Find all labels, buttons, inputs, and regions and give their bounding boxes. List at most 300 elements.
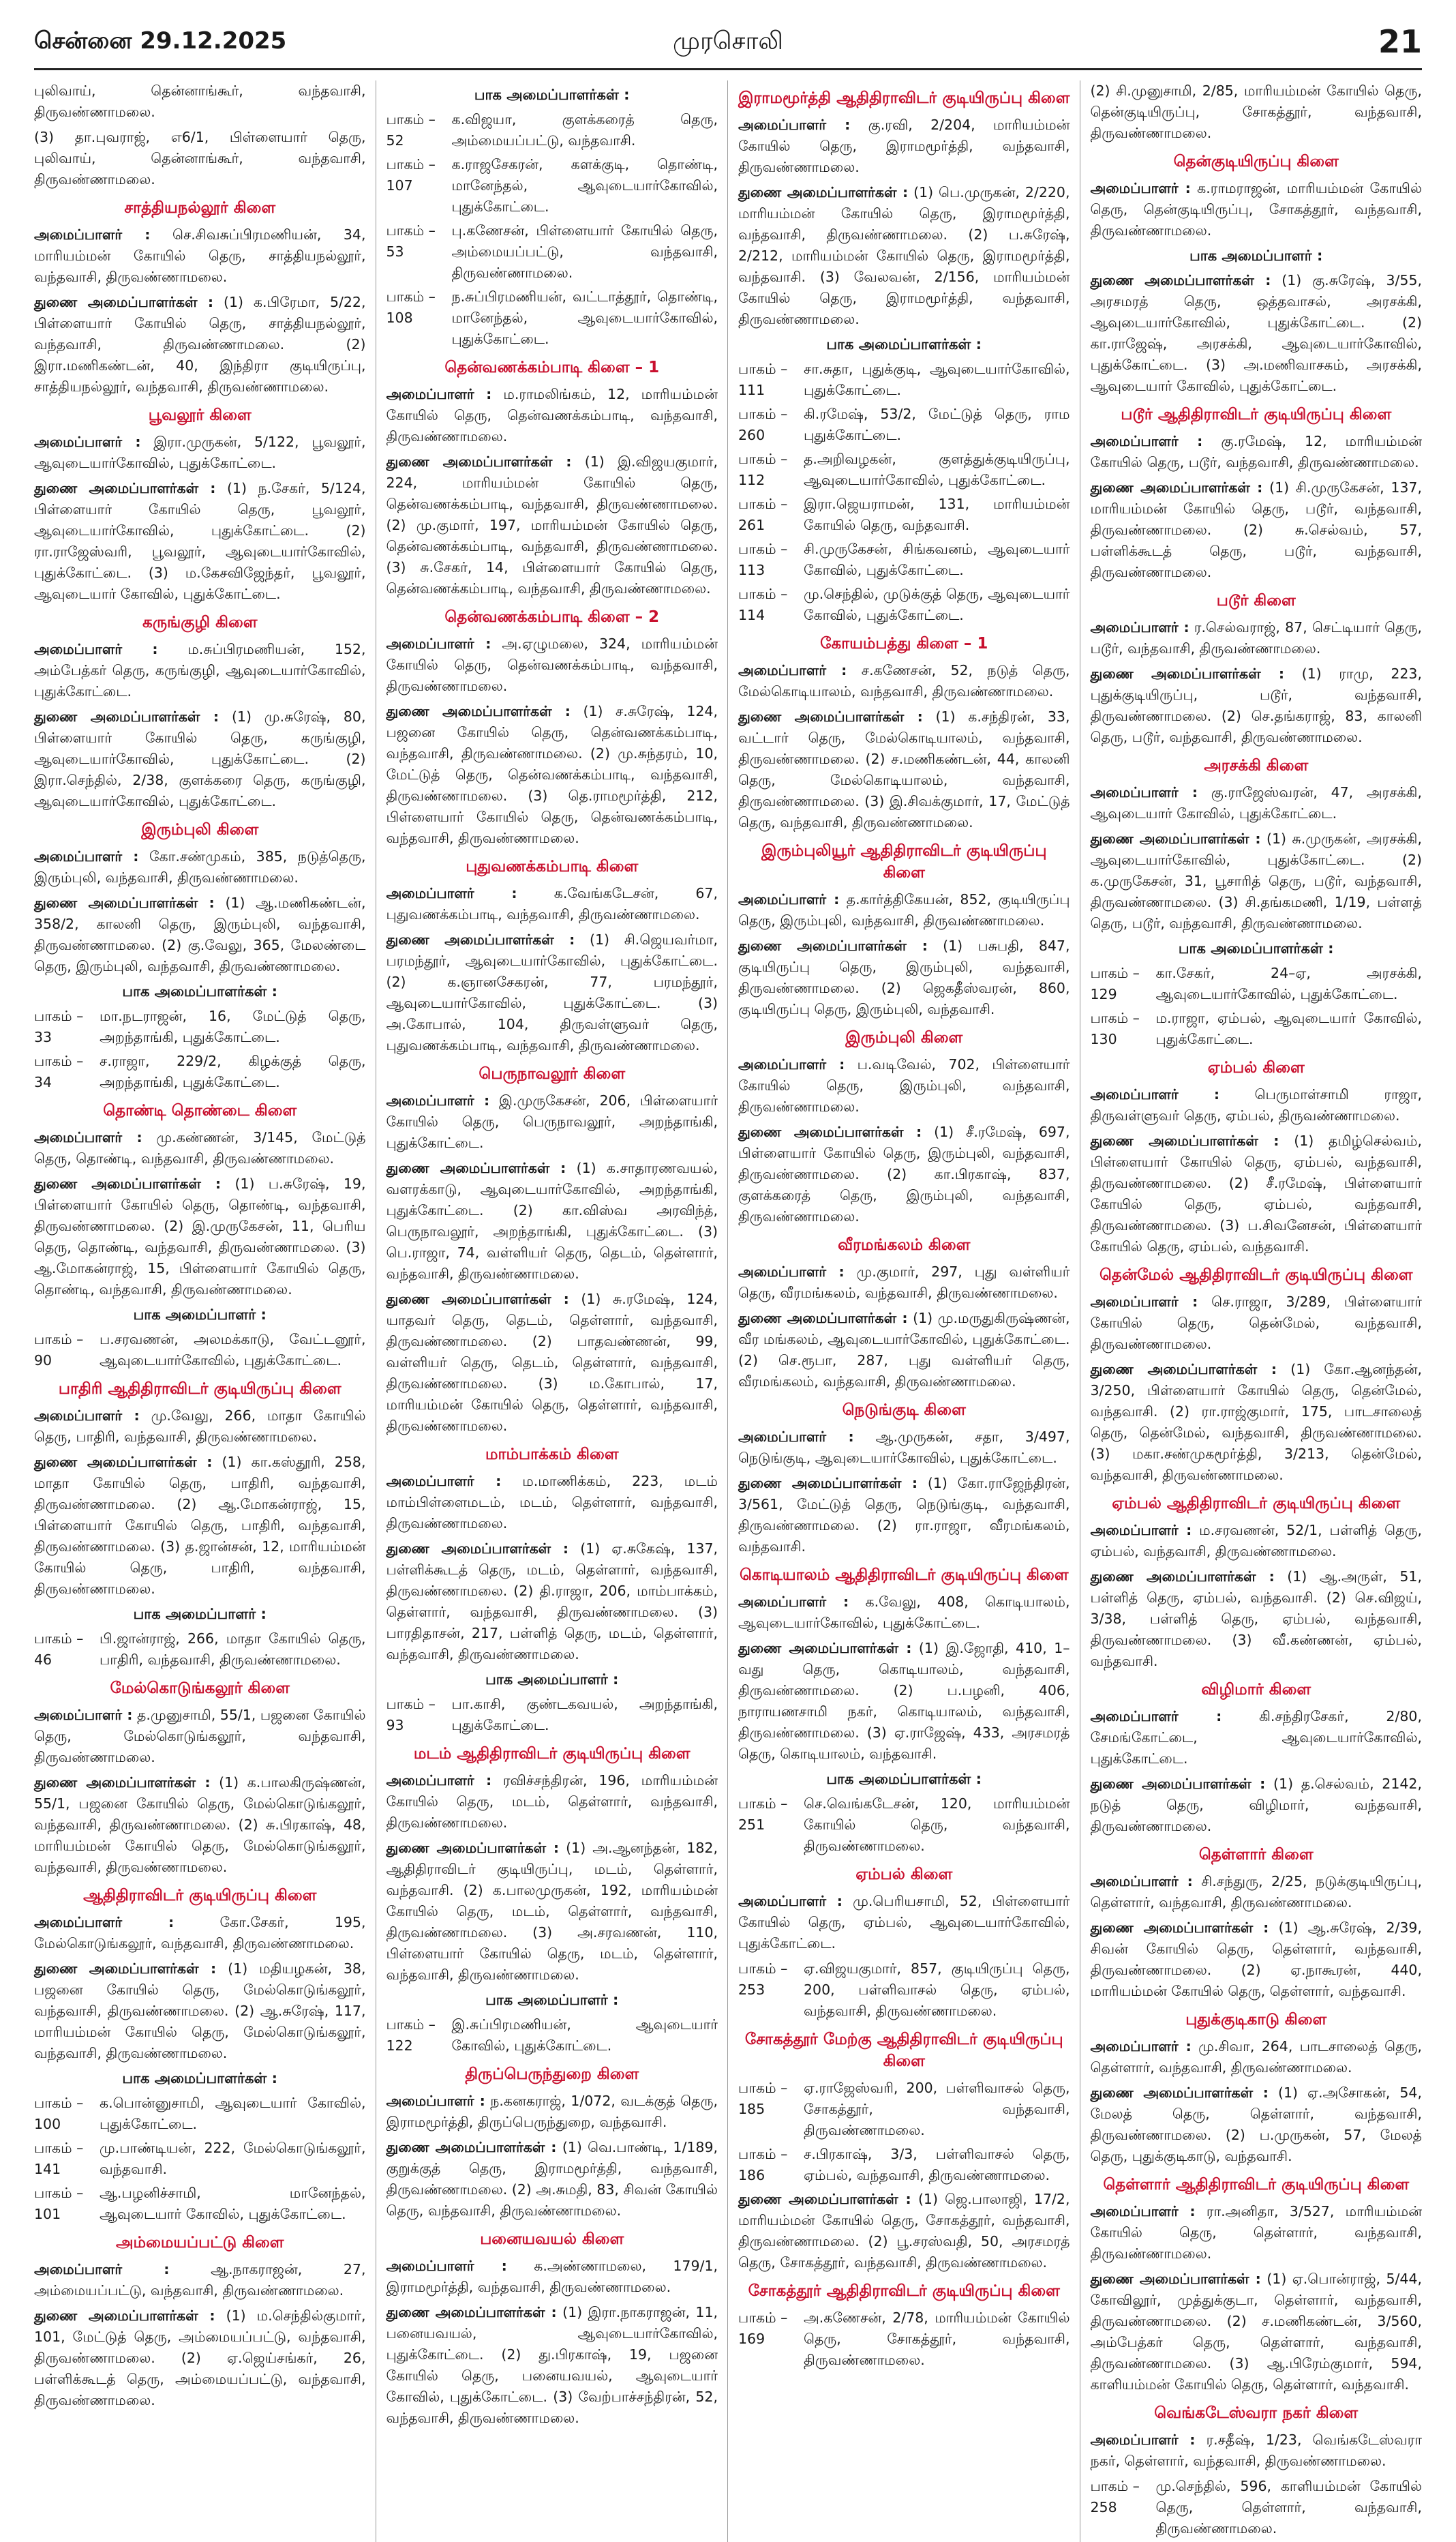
- booth-entry: [738, 404, 1070, 446]
- booth-agent: ச.பிரகாஷ், 3/3, பள்ளிவாசல் தெரு, ஏம்பல், வந்தவாசி, திருவண்ணாமலை.: [804, 2146, 1070, 2183]
- branch-heading: தென்குடியிருப்பு கிளை: [1173, 153, 1339, 170]
- role-label: துணை அமைப்பாளர்கள் :: [34, 480, 216, 496]
- branch-heading: கொடியாலம் ஆதிதிராவிடர் குடியிருப்பு கிளை: [739, 1566, 1069, 1584]
- office-bearer-entry: [1091, 1871, 1423, 1913]
- role-label: அமைப்பாளர் :: [1090, 433, 1203, 449]
- entry-text: (1) வெ.பாண்டி, 1/189, குறுக்குத் தெரு, இராமமூர்த்தி, வந்தவாசி, திருவண்ணாமலை. (2) அ.சுமதி, 83, சிவன் கோயில் தெரு, வந்தவாசி, திருவண்ணாமலை.: [386, 2139, 718, 2219]
- role-label: துணை அமைப்பாளர்கள் :: [386, 1291, 569, 1307]
- entry-text: மு.பெரியசாமி, 52, பிள்ளையார் கோயில் தெரு, ஏம்பல், ஆவுடையார்கோவில், புதுக்கோட்டை.: [738, 1893, 1070, 1952]
- office-bearer-entry: [738, 2189, 1070, 2273]
- role-label: அமைப்பாளர் :: [1090, 2038, 1192, 2054]
- branch-heading: அம்மையப்பட்டு கிளை: [116, 2234, 284, 2252]
- booth-agent: ந.சுப்பிரமணியன், வட்டாத்தூர், தொண்டி, மானேந்தல், ஆவுடையார்கோவில், புதுக்கோட்டை.: [451, 288, 718, 347]
- booth-number: பாகம் – 90: [34, 1331, 84, 1369]
- entry-text: (1) ராமு, 223, புதுக்குடியிருப்பு, படூர், வந்தவாசி, திருவண்ணாமலை. (2) செ.தங்கராஜ், 83, காலனி தெரு, படூர், வந்தவாசி, திருவண்ணாமலை.: [1090, 666, 1422, 745]
- booth-number: பாகம் – 52: [386, 111, 436, 149]
- office-bearer-entry: [1091, 1084, 1423, 1126]
- office-bearer-entry: [34, 2305, 366, 2411]
- branch-heading: சாத்தியநல்லூர் கிளை: [124, 199, 276, 217]
- role-label: துணை அமைப்பாளர்கள் :: [738, 2191, 911, 2207]
- office-bearer-entry: [34, 639, 366, 702]
- role-label: துணை அமைப்பாளர்கள் :: [34, 1176, 222, 1192]
- booth-number: பாகம் – 114: [738, 586, 788, 623]
- role-label: துணை அமைப்பாளர்கள் :: [738, 1640, 912, 1656]
- role-label: துணை அமைப்பாளர்கள் :: [386, 1840, 560, 1856]
- subheading: பாக அமைப்பாளர்கள் :: [826, 336, 982, 353]
- booth-entry: [738, 449, 1070, 491]
- role-label: துணை அமைப்பாளர்கள் :: [1090, 1568, 1275, 1585]
- role-label: அமைப்பாளர் :: [738, 1263, 845, 1280]
- column-3: [738, 80, 1070, 2542]
- newspaper-name: முரசொலி: [673, 27, 783, 55]
- booth-entry: [738, 1958, 1070, 2022]
- entry-text: ப.வடிவேல், 702, பிள்ளையார் கோயில் தெரு, இரும்புலி, வந்தவாசி, திருவண்ணாமலை.: [738, 1056, 1070, 1115]
- branch-heading: தெள்ளார் கிளை: [1198, 1846, 1314, 1864]
- role-label: அமைப்பாளர் :: [386, 1772, 492, 1789]
- booth-number: பாகம் – 251: [738, 1795, 788, 1833]
- role-label: துணை அமைப்பாளர்கள் :: [738, 1475, 918, 1491]
- booth-number: பாகம் – 260: [738, 406, 788, 443]
- office-bearer-entry: [738, 936, 1070, 1020]
- entry-text: (1) சு.முருகன், அரசக்கி, ஆவுடையார்கோவில், புதுக்கோட்டை. (2) க.முருகேசன், 31, பூசாரித் தெரு, படூர், வந்தவாசி, திருவண்ணாமலை. (3) சி.தங்கமணி, 1/19, பள்ளத் தெரு, படூர், வந்தவாசி, திருவண்ணாமலை.: [1090, 831, 1422, 931]
- role-label: துணை அமைப்பாளர்கள் :: [34, 1960, 217, 1977]
- role-label: அமைப்பாளர் :: [738, 1893, 843, 1909]
- office-bearer-entry: [738, 660, 1070, 702]
- subheading: பாக அமைப்பாளர் :: [1189, 248, 1323, 264]
- office-bearer-entry: [738, 1891, 1070, 1954]
- role-label: துணை அமைப்பாளர்கள் :: [386, 931, 575, 948]
- branch-heading: மேல்கொடுங்கலூர் கிளை: [110, 1679, 290, 1697]
- office-bearer-entry: [738, 1426, 1070, 1469]
- office-bearer-entry: [1091, 2036, 1423, 2078]
- entry-text: க.வேங்கடேசன், 67, புதுவணக்கம்பாடி, வந்தவாசி, திருவண்ணாமலை.: [386, 885, 718, 923]
- entry-text: கு.ரமேஷ், 12, மாரியம்மன் கோயில் தெரு, படூர், வந்தவாசி, திருவண்ணாமலை.: [1090, 433, 1422, 470]
- role-label: துணை அமைப்பாளர்கள் :: [1090, 1133, 1279, 1149]
- role-label: அமைப்பாளர் :: [34, 1707, 133, 1723]
- booth-agent: மா.நடராஜன், 16, மேட்டுத் தெரு, அறந்தாங்கி, புதுக்கோட்டை.: [100, 1008, 366, 1045]
- entry-text: (1) கோ.ராஜேந்திரன், 3/561, மேட்டுத் தெரு, நெடுங்குடி, வந்தவாசி, திருவண்ணாமலை. (2) ரா.ராஜா, வீரமங்கலம், வந்தவாசி.: [738, 1475, 1070, 1555]
- office-bearer-entry: [386, 1158, 718, 1285]
- role-label: அமைப்பாளர் :: [34, 1914, 175, 1930]
- booth-agent: மு.செந்தில், 596, காளியம்மன் கோயில் தெரு, தெள்ளார், வந்தவாசி, திருவண்ணாமலை.: [1155, 2478, 1422, 2537]
- office-bearer-entry: [34, 1958, 366, 2064]
- office-bearer-entry: [386, 2137, 718, 2222]
- booth-agent: அ.கணேசன், 2/78, மாரியம்மன் கோயில் தெரு, சோகத்தூர், வந்தவாசி, திருவண்ணாமலை.: [804, 2309, 1070, 2368]
- office-bearer-entry: [386, 1838, 718, 1986]
- booth-entry: [34, 2183, 366, 2225]
- booth-entry: [386, 154, 718, 218]
- booth-entry: [386, 109, 718, 151]
- booth-number: பாகம் – 253: [738, 1960, 788, 1998]
- office-bearer-entry: [738, 1473, 1070, 1557]
- booth-number: பாகம் – 33: [34, 1008, 84, 1045]
- entry-text: பெருமாள்சாமி ராஜா, திருவள்ளுவர் தெரு, ஏம்பல், திருவண்ணாமலை.: [1090, 1086, 1422, 1124]
- booth-agent: மு.பாண்டியன், 222, மேல்கொடுங்கலூர், வந்தவாசி.: [100, 2140, 366, 2177]
- entry-text: சி.சந்துரு, 2/25, நடுக்குடியிருப்பு, தெள்ளார், வந்தவாசி, திருவண்ணாமலை.: [1090, 1873, 1422, 1911]
- booth-number: பாகம் – 113: [738, 541, 788, 578]
- entry-text: (1) இரா.நாகராஜன், 11, பனையவயல், ஆவுடையார்கோவில், புதுக்கோட்டை. (2) து.பிரகாஷ், 19, பஜனை கோயில் தெரு, பனையவயல், ஆவுடையார் கோவில், புதுக்கோட்டை. (3) வேற்பாச்சந்திரன், 52, வந்தவாசி, திருவண்ணாமலை.: [386, 2304, 718, 2426]
- booth-entry: [34, 1051, 366, 1093]
- entry-text: ர.சதீஷ், 1/23, வெங்கடேஸ்வரா நகர், தெள்ளார், வந்தவாசி, திருவண்ணாமலை.: [1090, 2432, 1422, 2469]
- office-bearer-entry: [1091, 617, 1423, 659]
- role-label: துணை அமைப்பாளர்கள் :: [34, 2307, 215, 2324]
- office-bearer-entry: [386, 2256, 718, 2298]
- role-label: துணை அமைப்பாளர்கள் :: [386, 453, 572, 470]
- entry-text: (1) ஏ.அசோகன், 54, மேலத் தெரு, தெள்ளார், வந்தவாசி, திருவண்ணாமலை. (2) ப.முருகன், 57, மேலத் தெரு, புதுக்குடிகாடு, வந்தவாசி.: [1090, 2084, 1422, 2164]
- office-bearer-entry: [34, 292, 366, 398]
- masthead: [34, 23, 1422, 70]
- booth-agent: செ.வெங்கடேசன், 120, மாரியம்மன் கோயில் தெரு, வந்தவாசி, திருவண்ணாமலை.: [804, 1795, 1070, 1854]
- branch-heading: தென்மேல் ஆதிதிராவிடர் குடியிருப்பு கிளை: [1099, 1266, 1413, 1284]
- branch-heading: சோகத்தூர் மேற்கு ஆதிதிராவிடர் குடியிருப்பு கிளை: [744, 2031, 1063, 2070]
- entry-text: கோ.சண்முகம், 385, நடுத்தெரு, இரும்புலி, வந்தவாசி, திருவண்ணாமலை.: [34, 848, 366, 886]
- booth-entry: [34, 2138, 366, 2180]
- booth-entry: [738, 2307, 1070, 2371]
- role-label: அமைப்பாளர் :: [1090, 2432, 1196, 2448]
- branch-heading: பூவலூர் கிளை: [148, 406, 252, 424]
- office-bearer-entry: [34, 1173, 366, 1300]
- column-1: [34, 80, 366, 2542]
- entry-text: கோ.சேகர், 195, மேல்கொடுங்கலூர், வந்தவாசி, திருவண்ணாமலை.: [34, 1914, 366, 1952]
- office-bearer-entry: [386, 883, 718, 925]
- office-bearer-entry: [1091, 1566, 1423, 1672]
- entry-text: (1) க.பாலகிருஷ்ணன், 55/1, பஜனை கோயில் தெரு, மேல்கொடுங்கலூர், வந்தவாசி, திருவண்ணாமலை. (2) சு.பிரகாஷ், 48, மாரியம்மன் கோயில் தெரு, மேல்கொடுங்கலூர், வந்தவாசி, திருவண்ணாமலை.: [34, 1774, 366, 1875]
- office-bearer-entry: [34, 1705, 366, 1768]
- office-bearer-entry: [1091, 2082, 1423, 2167]
- booth-agent: ஏ.ராஜேஸ்வரி, 200, பள்ளிவாசல் தெரு, சோகத்தூர், வந்தவாசி, திருவண்ணாமலை.: [804, 2080, 1070, 2138]
- booth-entry: [386, 220, 718, 284]
- entry-text: இ.முருகேசன், 206, பிள்ளையார் கோயில் தெரு, பெருநாவலூர், அறந்தாங்கி, புதுக்கோட்டை.: [386, 1092, 718, 1151]
- booth-agent: சா.சுதா, புதுக்குடி, ஆவுடையார்கோவில், புதுக்கோட்டை.: [804, 361, 1070, 398]
- role-label: அமைப்பாளர் :: [386, 1473, 502, 1489]
- entry-text: ர.செல்வராஜ், 87, செட்டியார் தெரு, படூர், வந்தவாசி, திருவண்ணாமலை.: [1090, 619, 1422, 657]
- role-label: அமைப்பாளர் :: [1090, 1522, 1192, 1538]
- subheading: பாக அமைப்பாளர்கள் :: [122, 983, 278, 1000]
- office-bearer-entry: [1091, 2269, 1423, 2395]
- paragraph: [34, 127, 366, 190]
- office-bearer-entry: [386, 1538, 718, 1665]
- booth-agent: ச.ராஜா, 229/2, கிழக்குத் தெரு, அறந்தாங்கி, புதுக்கோட்டை.: [100, 1053, 366, 1090]
- booth-number: பாகம் – 185: [738, 2080, 788, 2117]
- booth-agent: ஏ.விஜயகுமார், 857, குடியிருப்பு தெரு, 200, பள்ளிவாசல் தெரு, ஏம்பல், வந்தவாசி, திருவண்ணாமலை.: [804, 1960, 1070, 2019]
- role-label: துணை அமைப்பாளர்கள் :: [34, 1774, 211, 1791]
- office-bearer-entry: [1091, 663, 1423, 748]
- booth-agent: ஆ.பழனிச்சாமி, மானேந்தல், ஆவுடையார் கோவில், புதுக்கோட்டை.: [100, 2185, 366, 2222]
- branch-heading: மடம் ஆதிதிராவிடர் குடியிருப்பு கிளை: [413, 1745, 691, 1763]
- booth-number: பாகம் – 93: [386, 1696, 436, 1733]
- office-bearer-entry: [34, 706, 366, 812]
- office-bearer-entry: [1091, 1774, 1423, 1837]
- role-label: அமைப்பாளர் :: [34, 641, 158, 657]
- role-label: துணை அமைப்பாளர்கள் :: [386, 1160, 566, 1176]
- entry-text: செ.சிவசுப்பிரமணியன், 34, மாரியம்மன் கோயில் தெரு, சாத்தியநல்லூர், வந்தவாசி, திருவண்ணாமலை.: [34, 226, 366, 285]
- office-bearer-entry: [34, 893, 366, 977]
- branch-heading: பெருநாவலூர் கிளை: [479, 1065, 626, 1083]
- entry-text: (1) மதியழகன், 38, பஜனை கோயில் தெரு, மேல்கொடுங்கலூர், வந்தவாசி, திருவண்ணாமலை. (2) ஆ.சுரேஷ், 117, மாரியம்மன் கோயில் தெரு, மேல்கொடுங்கலூர், வந்தவாசி, திருவண்ணாமலை.: [34, 1960, 366, 2061]
- branch-heading: மாம்பாக்கம் கிளை: [485, 1446, 619, 1463]
- entry-text: (1) மு.சுரேஷ், 80, பிள்ளையார் கோயில் தெரு, கருங்குழி, ஆவுடையார்கோவில், புதுக்கோட்டை. (2) இரா.செந்தில், 2/38, குளக்கரை தெரு, கருங்குழி, ஆவுடையார்கோவில், புதுக்கோட்டை.: [34, 708, 366, 809]
- entry-text: ஆ.நாகராஜன், 27, அம்மையப்பட்டு, வந்தவாசி, திருவண்ணாமலை.: [34, 2261, 366, 2299]
- role-label: அமைப்பாளர் :: [1090, 619, 1189, 636]
- booth-agent: கா.சேகர், 24–ஏ, அரசக்கி, ஆவுடையார்கோவில், புதுக்கோட்டை.: [1155, 965, 1422, 1002]
- entry-text: ஆ.முருகன், சதா, 3/497, நெடுங்குடி, ஆவுடையார்கோவில், புதுக்கோட்டை.: [738, 1429, 1070, 1466]
- branch-heading: ஏம்பல் கிளை: [855, 1866, 953, 1883]
- booth-agent: இ.சுப்பிரமணியன், ஆவுடையார் கோவில், புதுக்கோட்டை.: [451, 2016, 718, 2054]
- branch-heading: ஆதிதிராவிடர் குடியிருப்பு கிளை: [83, 1887, 317, 1904]
- entry-text: இரா.முருகன், 5/122, பூவலூர், ஆவுடையார்கோவில், புதுக்கோட்டை.: [34, 434, 366, 471]
- booth-number: பாகம் – 112: [738, 451, 788, 488]
- entry-text: (3) தா.புவராஜ், எ6/1, பிள்ளையார் தெரு, புலிவாய், தென்னாங்கூர், வந்தவாசி, திருவண்ணாமலை.: [34, 129, 366, 188]
- branch-heading: வெங்கடேஸ்வரா நகர் கிளை: [1154, 2404, 1359, 2422]
- booth-number: பாகம் – 141: [34, 2140, 84, 2177]
- office-bearer-entry: [1091, 2201, 1423, 2264]
- entry-text: (1) இ.ஜோதி, 410, 1–வது தெரு, கொடியாலம், வந்தவாசி, திருவண்ணாமலை. (2) ப.பழனி, 406, நாராயணசாமி நகர், கொடியாலம், வந்தவாசி, திருவண்ணாமலை. (3) ஏ.ராஜேஷ், 433, அரசமரத் தெரு, கொடியாலம், வந்தவாசி.: [738, 1640, 1070, 1762]
- entry-text: (1) சி.ஜெயவர்மா, பரமந்தூர், ஆவுடையார்கோவில், புதுக்கோட்டை. (2) க.ஞானசேகரன், 77, பரமந்தூர், ஆவுடையார்கோவில், புதுக்கோட்டை. (3) அ.கோபால், 104, திருவள்ளுவர் தெரு, புதுவணக்கம்பாடி, வந்தவாசி, திருவண்ணாமலை.: [386, 931, 718, 1053]
- role-label: அமைப்பாளர் :: [738, 1429, 854, 1445]
- role-label: துணை அமைப்பாளர்கள் :: [1090, 666, 1285, 682]
- booth-entry: [386, 286, 718, 350]
- role-label: துணை அமைப்பாளர்கள் :: [738, 184, 909, 200]
- role-label: அமைப்பாளர் :: [34, 434, 141, 450]
- branch-heading: புதுவணக்கம்பாடி கிளை: [466, 858, 639, 876]
- subheading: பாக அமைப்பாளர்கள் :: [122, 2070, 278, 2087]
- role-label: துணை அமைப்பாளர்கள் :: [34, 708, 219, 725]
- office-bearer-entry: [738, 706, 1070, 833]
- entry-text: (1) ஆ.சுரேஷ், 2/39, சிவன் கோயில் தெரு, தெள்ளார், வந்தவாசி, திருவண்ணாமலை. (2) ஏ.நாகூரன், 440, மாரியம்மன் கோயில் தெரு, தெள்ளார், வந்தவாசி.: [1090, 1919, 1422, 1999]
- entry-text: (1) மு.மருதுகிருஷ்ணன், வீர மங்கலம், ஆவுடையார்கோவில், புதுக்கோட்டை. (2) செ.ரூபா, 287, புது வள்ளியர் தெரு, வீரமங்கலம், வந்தவாசி, திருவண்ணாமலை.: [738, 1310, 1070, 1390]
- role-label: துணை அமைப்பாளர்கள் :: [738, 708, 923, 725]
- branch-heading: பாதிரி ஆதிதிராவிடர் குடியிருப்பு கிளை: [58, 1380, 342, 1398]
- entry-text: ச.கணேசன், 52, நடுத் தெரு, மேல்கொடியாலம், வந்தவாசி, திருவண்ணாமலை.: [738, 662, 1070, 700]
- branch-heading: தென்வணக்கம்பாடி கிளை – 2: [444, 608, 660, 626]
- branch-heading: தெள்ளார் ஆதிதிராவிடர் குடியிருப்பு கிளை: [1103, 2176, 1410, 2194]
- office-bearer-entry: [34, 1772, 366, 1878]
- office-bearer-entry: [1091, 1520, 1423, 1562]
- booth-number: பாகம் – 261: [738, 496, 788, 533]
- booth-entry: [738, 539, 1070, 581]
- office-bearer-entry: [1091, 1359, 1423, 1486]
- office-bearer-entry: [738, 1308, 1070, 1392]
- office-bearer-entry: [386, 929, 718, 1056]
- office-bearer-entry: [1091, 431, 1423, 473]
- role-label: அமைப்பாளர் :: [386, 636, 491, 652]
- role-label: அமைப்பாளர் :: [386, 2093, 485, 2109]
- booth-number: பாகம் – 108: [386, 288, 436, 326]
- booth-agent: க.விஜயா, குளக்கரைத் தெரு, அம்மையப்பட்டு, வந்தவாசி.: [451, 111, 718, 149]
- office-bearer-entry: [34, 1127, 366, 1169]
- entry-text: க.வேலு, 408, கொடியாலம், ஆவுடையார்கோவில், புதுக்கோட்டை.: [738, 1594, 1070, 1631]
- office-bearer-entry: [1091, 2429, 1423, 2472]
- office-bearer-entry: [34, 478, 366, 605]
- entry-text: (1) அ.ஆனந்தன், 182, ஆதிதிராவிடர் குடியிருப்பு, மடம், தெள்ளார், வந்தவாசி. (2) க.பாலமுருகன், 192, மாரியம்மன் கோயில் தெரு, மடம், தெள்ளார், வந்தவாசி, திருவண்ணாமலை. (3) அ.சரவணன், 110, பிள்ளையார் கோயில் தெரு, மடம், தெள்ளார், வந்தவாசி, திருவண்ணாமலை.: [386, 1840, 718, 1983]
- office-bearer-entry: [34, 432, 366, 474]
- office-bearer-entry: [1091, 477, 1423, 583]
- entry-text: கு.ராஜேஸ்வரன், 47, அரசக்கி, ஆவுடையார் கோவில், புதுக்கோட்டை.: [1090, 784, 1422, 822]
- entry-text: ம.மாணிக்கம், 223, மடம் மாம்பிள்ளைமடம், மடம், தெள்ளார், வந்தவாசி, திருவண்ணாமலை.: [386, 1473, 718, 1531]
- branch-heading: நெடுங்குடி கிளை: [842, 1401, 966, 1419]
- entry-text: (1) ம.செந்தில்குமார், 101, மேட்டுத் தெரு, அம்மையப்பட்டு, வந்தவாசி, திருவண்ணாமலை. (2) ஏ.ஜெய்சங்கர், 26, பள்ளிக்கூடத் தெரு, அம்மையப்பட்டு, வந்தவாசி, திருவண்ணாமலை.: [34, 2307, 366, 2408]
- role-label: அமைப்பாளர் :: [386, 386, 492, 402]
- booth-agent: பி.ஜான்ராஜ், 266, மாதா கோயில் தெரு, பாதிரி, வந்தவாசி, திருவண்ணாமலை.: [100, 1630, 366, 1668]
- role-label: துணை அமைப்பாளர்கள் :: [738, 1124, 922, 1140]
- office-bearer-entry: [738, 1054, 1070, 1118]
- entry-text: (2) சி.முனுசாமி, 2/85, மாரியம்மன் கோயில் தெரு, தென்குடியிருப்பு, சோகத்தூர், வந்தவாசி, திருவண்ணாமலை.: [1090, 83, 1422, 141]
- branch-heading: சோகத்தூர் ஆதிதிராவிடர் குடியிருப்பு கிளை: [748, 2282, 1060, 2300]
- role-label: துணை அமைப்பாளர்கள் :: [1090, 2084, 1269, 2101]
- office-bearer-entry: [1091, 1131, 1423, 1257]
- office-bearer-entry: [34, 2259, 366, 2301]
- office-bearer-entry: [386, 451, 718, 599]
- entry-text: (1) ஆ.மணிகண்டன், 358/2, காலனி தெரு, இரும்புலி, வந்தவாசி, திருவண்ணாமலை. (2) கு.வேலு, 365, மேலண்டை தெரு, இரும்புலி, வந்தவாசி, திருவண்ணாமலை.: [34, 895, 366, 974]
- role-label: அமைப்பாளர் :: [386, 2258, 507, 2274]
- booth-entry: [1091, 963, 1423, 1005]
- office-bearer-entry: [1091, 828, 1423, 934]
- entry-text: (1) த.செல்வம், 2142, நடுத் தெரு, விழிமார், வந்தவாசி, திருவண்ணாமலை.: [1090, 1776, 1422, 1834]
- booth-agent: பு.கணேசன், பிள்ளையார் கோயில் தெரு, அம்மையப்பட்டு, வந்தவாசி, திருவண்ணாமலை.: [451, 222, 718, 281]
- role-label: அமைப்பாளர் :: [738, 891, 840, 908]
- booth-agent: பா.காசி, குண்டகவயல், அறந்தாங்கி, புதுக்கோட்டை.: [451, 1696, 718, 1733]
- column-2: [386, 80, 718, 2542]
- entry-text: (1) சி.முருகேசன், 137, மாரியம்மன் கோயில் தெரு, படூர், வந்தவாசி, திருவண்ணாமலை. (2) சு.செல்வம், 57, பள்ளிக்கூடத் தெரு, படூர், வந்தவாசி, திருவண்ணாமலை.: [1090, 479, 1422, 580]
- role-label: அமைப்பாளர் :: [1090, 1086, 1220, 1103]
- role-label: துணை அமைப்பாளர்கள் :: [386, 1540, 569, 1557]
- office-bearer-entry: [1091, 178, 1423, 241]
- office-bearer-entry: [386, 1471, 718, 1534]
- entry-text: (1) கா.கஸ்தூரி, 258, மாதா கோயில் தெரு, பாதிரி, வந்தவாசி, திருவண்ணாமலை. (2) ஆ.மோகன்ராஜ், 15, பிள்ளையார் கோயில் தெரு, பாதிரி, வந்தவாசி, திருவண்ணாமலை. (3) த.ஜான்சன், 12, மாரியம்மன் கோயில் தெரு, பாதிரி, வந்தவாசி, திருவண்ணாமலை.: [34, 1454, 366, 1597]
- role-label: அமைப்பாளர் :: [738, 1594, 849, 1610]
- branch-heading: வீரமங்கலம் கிளை: [838, 1236, 971, 1254]
- entry-text: (1) க.பிரேமா, 5/22, பிள்ளையார் கோயில் தெரு, சாத்தியநல்லூர், வந்தவாசி, திருவண்ணாமலை. (2) இரா.மணிகண்டன், 40, இந்திரா குடியிருப்பு, சாத்தியநல்லூர், வந்தவாசி, திருவண்ணாமலை.: [34, 294, 366, 395]
- role-label: அமைப்பாளர் :: [34, 2261, 170, 2277]
- booth-number: பாகம் – 258: [1090, 2478, 1140, 2515]
- branch-heading: படூர் ஆதிதிராவிடர் குடியிருப்பு கிளை: [1121, 406, 1392, 423]
- entry-text: (1) கோ.ஆனந்தன், 3/250, பிள்ளையார் கோயில் தெரு, தென்மேல், வந்தவாசி. (2) ரா.ராஜ்குமார், 175, பாடசாலைத் தெரு, தென்மேல், வந்தவாசி, திருவண்ணாமலை. (3) மகா.சண்முகமூர்த்தி, 3/213, தென்மேல், வந்தவாசி, திருவண்ணாமலை.: [1090, 1361, 1422, 1483]
- office-bearer-entry: [738, 1122, 1070, 1227]
- office-bearer-entry: [1091, 1291, 1423, 1355]
- role-label: அமைப்பாளர் :: [1090, 1708, 1222, 1724]
- role-label: அமைப்பாளர் :: [738, 662, 847, 678]
- booth-number: பாகம் – 186: [738, 2146, 788, 2183]
- entry-text: (1) ப.சுரேஷ், 19, பிள்ளையார் கோயில் தெரு, தொண்டி, வந்தவாசி, திருவண்ணாமலை. (2) இ.முருகேசன், 11, பெரிய தெரு, தொண்டி, வந்தவாசி, திருவண்ணாமலை. (3) ஆ.மோகன்ராஜ், 15, பிள்ளையார் கோயில் தெரு, தொண்டி, வந்தவாசி, திருவண்ணாமலை.: [34, 1176, 366, 1298]
- branch-heading: அரசக்கி கிளை: [1204, 757, 1309, 775]
- booth-number: பாகம் – 129: [1090, 965, 1140, 1002]
- entry-text: (1) ஜெ.பாலாஜி, 17/2, மாரியம்மன் கோயில் தெரு, சோகத்தூர், வந்தவாசி, திருவண்ணாமலை. (2) பூ.சரஸ்வதி, 50, அரசமரத் தெரு, சோகத்தூர், வந்தவாசி, திருவண்ணாமலை.: [738, 2191, 1070, 2271]
- entry-text: (1) கு.சுரேஷ், 3/55, அரசமரத் தெரு, ஒத்தவாசல், அரசக்கி, ஆவுடையார்கோவில், புதுக்கோட்டை. (2) கா.ராஜேஷ், அரசக்கி, ஆவுடையார்கோவில், புதுக்கோட்டை. (3) அ.மணிவாசகம், அரசக்கி, ஆவுடையார் கோவில், புதுக்கோட்டை.: [1090, 272, 1422, 394]
- office-bearer-entry: [738, 889, 1070, 931]
- entry-text: (1) பெ.முருகன், 2/220, மாரியம்மன் கோயில் தெரு, இராமமூர்த்தி, வந்தவாசி, திருவண்ணாமலை. (2) ப.சுரேஷ், 2/212, மாரியம்மன் கோயில் தெரு, இராமமூர்த்தி, வந்தவாசி. (3) வேலவன், 2/156, மாரியம்மன் கோயில் தெரு, இராமமூர்த்தி, வந்தவாசி, திருவண்ணாமலை.: [738, 184, 1070, 327]
- branch-heading: கருங்குழி கிளை: [142, 614, 258, 631]
- entry-text: (1) க.சந்திரன், 33, வட்டார் தெரு, மேல்கொடியாலம், வந்தவாசி, திருவண்ணாமலை. (2) ச.மணிகண்டன், 44, காலனி தெரு, மேல்கொடியாலம், வந்தவாசி, திருவண்ணாமலை. (3) இ.சிவக்குமார், 17, மேட்டுத் தெரு, வந்தவாசி, திருவண்ணாமலை.: [738, 708, 1070, 831]
- page-number: 21: [1378, 23, 1422, 60]
- entry-text: (1) தமிழ்செல்வம், பிள்ளையார் கோயில் தெரு, ஏம்பல், வந்தவாசி, திருவண்ணாமலை. (2) சீ.ரமேஷ், பிள்ளையார் கோயில் தெரு, ஏம்பல், வந்தவாசி, திருவண்ணாமலை. (3) ப.சிவனேசன், பிள்ளையார் கோயில் தெரு, ஏம்பல், வந்தவாசி.: [1090, 1133, 1422, 1255]
- office-bearer-entry: [386, 1090, 718, 1154]
- office-bearer-entry: [386, 633, 718, 697]
- subheading: பாக அமைப்பாளர் :: [133, 1606, 267, 1622]
- booth-entry: [34, 1628, 366, 1671]
- role-label: துணை அமைப்பாளர்கள் :: [34, 294, 214, 310]
- entry-text: க.ராமராஜன், மாரியம்மன் கோயில் தெரு, தென்குடியிருப்பு, சோகத்தூர், வந்தவாசி, திருவண்ணாமலை.: [1090, 180, 1422, 239]
- role-label: அமைப்பாளர் :: [1090, 180, 1191, 196]
- role-label: அமைப்பாளர் :: [34, 848, 139, 865]
- booth-entry: [1091, 1008, 1423, 1050]
- booth-number: பாகம் – 130: [1090, 1010, 1140, 1047]
- office-bearer-entry: [386, 701, 718, 849]
- role-label: துணை அமைப்பாளர்கள் :: [1090, 479, 1263, 496]
- branch-heading: ஏம்பல் ஆதிதிராவிடர் குடியிருப்பு கிளை: [1112, 1495, 1401, 1512]
- branch-heading: தென்வணக்கம்பாடி கிளை – 1: [444, 359, 660, 376]
- entry-text: (1) சு.ரமேஷ், 124, யாதவர் தெரு, தெடம், தெள்ளார், வந்தவாசி, திருவண்ணாமலை. (2) பாதவண்ணன், 99, வள்ளியர் தெரு, தெடம், தெள்ளார், வந்தவாசி, திருவண்ணாமலை. (3) ம.கோபால், 17, மாரியம்மன் கோயில் தெரு, தெள்ளார், வந்தவாசி, திருவண்ணாமலை.: [386, 1291, 718, 1434]
- dateline: சென்னை 29.12.2025: [34, 27, 287, 55]
- subheading: பாக அமைப்பாளர்கள் :: [474, 87, 630, 103]
- booth-entry: [1091, 2476, 1423, 2539]
- office-bearer-entry: [738, 1591, 1070, 1634]
- entry-text: (1) ந.சேகர், 5/124, பிள்ளையார் கோயில் தெரு, பூவலூர், ஆவுடையார்கோவில், புதுக்கோட்டை. (2) ரா.ராஜேஸ்வரி, பூவலூர், ஆவுடையார்கோவில், புதுக்கோட்டை. (3) ம.கேசவிஜேந்தர், பூவலூர், ஆவுடையார் கோவில், புதுக்கோட்டை.: [34, 480, 366, 602]
- paragraph: [1091, 80, 1423, 144]
- entry-text: மு.கண்ணன், 3/145, மேட்டுத் தெரு, தொண்டி, வந்தவாசி, திருவண்ணாமலை.: [34, 1129, 366, 1167]
- office-bearer-entry: [738, 115, 1070, 178]
- entry-text: மு.சிவா, 264, பாடசாலைத் தெரு, தெள்ளார், வந்தவாசி, திருவண்ணாமலை.: [1090, 2038, 1422, 2076]
- branch-heading: இரும்புலியூர் ஆதிதிராவிடர் குடியிருப்பு கிளை: [761, 842, 1047, 882]
- entry-text: ரா.அனிதா, 3/527, மாரியம்மன் கோயில் தெரு, தெள்ளார், வந்தவாசி, திருவண்ணாமலை.: [1090, 2203, 1422, 2262]
- entry-text: அ.ஏழுமலை, 324, மாரியம்மன் கோயில் தெரு, தென்வணக்கம்பாடி, வந்தவாசி, திருவண்ணாமலை.: [386, 636, 718, 694]
- role-label: அமைப்பாளர் :: [386, 885, 517, 901]
- booth-entry: [34, 1006, 366, 1048]
- booth-agent: சி.முருகேசன், சிங்கவனம், ஆவுடையார் கோவில், புதுக்கோட்டை.: [804, 541, 1070, 578]
- entry-text: த.முனுசாமி, 55/1, பஜனை கோயில் தெரு, மேல்கொடுங்கலூர், வந்தவாசி, திருவண்ணாமலை.: [34, 1707, 366, 1765]
- branch-heading: விழிமார் கிளை: [1201, 1681, 1311, 1699]
- role-label: அமைப்பாளர் :: [1090, 784, 1198, 801]
- entry-text: (1) ஏ.சுகேஷ், 137, பள்ளிக்கூடத் தெரு, மடம், தெள்ளார், வந்தவாசி, திருவண்ணாமலை. (2) தி.ராஜா, 206, மாம்பாக்கம், தெள்ளார், வந்தவாசி, திருவண்ணாமலை. (3) பாரதிதாசன், 217, பள்ளித் தெரு, மடம், தெள்ளார், வந்தவாசி, திருவண்ணாமலை.: [386, 1540, 718, 1662]
- office-bearer-entry: [1091, 1706, 1423, 1769]
- entry-text: மு.குமார், 297, புது வள்ளியர் தெரு, வீரமங்கலம், வந்தவாசி, திருவண்ணாமலை.: [738, 1263, 1070, 1301]
- branch-heading: பனையவயல் கிளை: [480, 2230, 624, 2248]
- subheading: பாக அமைப்பாளர் :: [485, 1992, 619, 2008]
- office-bearer-entry: [34, 1405, 366, 1448]
- entry-text: ம.சரவணன், 52/1, பள்ளித் தெரு, ஏம்பல், வந்தவாசி, திருவண்ணாமலை.: [1090, 1522, 1422, 1559]
- booth-entry: [738, 2144, 1070, 2186]
- office-bearer-entry: [34, 846, 366, 888]
- subheading: பாக அமைப்பாளர் :: [485, 1671, 619, 1688]
- booth-agent: இரா.ஜெயராமன், 131, மாரியம்மன் கோயில் தெரு, வந்தவாசி.: [804, 496, 1070, 533]
- office-bearer-entry: [386, 1770, 718, 1834]
- role-label: துணை அமைப்பாளர்கள் :: [1090, 1919, 1269, 1936]
- booth-number: பாகம் – 111: [738, 361, 788, 398]
- entry-text: (1) இ.விஜயகுமார், 224, மாரியம்மன் கோயில் தெரு, தென்வணக்கம்பாடி, வந்தவாசி, திருவண்ணாமலை. (2) மு.குமார், 197, மாரியம்மன் கோயில் தெரு, தென்வணக்கம்பாடி, வந்தவாசி, திருவண்ணாமலை. (3) சு.சேகர், 14, பிள்ளையார் கோயில் தெரு, தென்வணக்கம்பாடி, வந்தவாசி, திருவண்ணாமலை.: [386, 453, 718, 597]
- booth-number: பாகம் – 122: [386, 2016, 436, 2054]
- role-label: துணை அமைப்பாளர்கள் :: [738, 1310, 908, 1326]
- branch-heading: புதுக்குடிகாடு கிளை: [1185, 2011, 1327, 2029]
- booth-number: பாகம் – 101: [34, 2185, 84, 2222]
- entry-text: க.அண்ணாமலை, 179/1, இராமமூர்த்தி, வந்தவாசி, திருவண்ணாமலை.: [386, 2258, 718, 2295]
- entry-text: (1) க.சாதாரணவயல், வளரக்காடு, ஆவுடையார்கோவில், அறந்தாங்கி, புதுக்கோட்டை. (2) கா.விஸ்வ அரவிந்த், பெருநாவலூர், அறந்தாங்கி, புதுக்கோட்டை. (3) பெ.ராஜா, 74, வள்ளியர் தெரு, தெடம், தெள்ளார், வந்தவாசி, திருவண்ணாமலை.: [386, 1160, 718, 1282]
- role-label: துணை அமைப்பாளர்கள் :: [1090, 1776, 1266, 1792]
- subheading: பாக அமைப்பாளர் :: [133, 1306, 267, 1323]
- role-label: துணை அமைப்பாளர்கள் :: [738, 938, 928, 954]
- role-label: அமைப்பாளர் :: [34, 226, 151, 243]
- branch-heading: இராமமூர்த்தி ஆதிதிராவிடர் குடியிருப்பு கிளை: [738, 89, 1070, 107]
- entry-text: ரவிச்சந்திரன், 196, மாரியம்மன் கோயில் தெரு, மடம், தெள்ளார், வந்தவாசி, திருவண்ணாமலை.: [386, 1772, 718, 1831]
- booth-number: பாகம் – 53: [386, 222, 436, 260]
- branch-heading: ஏம்பல் கிளை: [1207, 1059, 1305, 1077]
- role-label: அமைப்பாளர் :: [34, 1129, 142, 1146]
- entry-text: (1) ச.சுரேஷ், 124, பஜனை கோயில் தெரு, தென்வணக்கம்பாடி, வந்தவாசி, திருவண்ணாமலை. (2) மு.சுந்தரம், 10, மேட்டுத் தெரு, தென்வணக்கம்பாடி, வந்தவாசி, திருவண்ணாமலை. (3) தெ.ராமமூர்த்தி, 212, பிள்ளையார் கோயில் தெரு, தென்வணக்கம்பாடி, வந்தவாசி, திருவண்ணாமலை.: [386, 703, 718, 846]
- booth-agent: த.அறிவழகன், குளத்துக்குடியிருப்பு, ஆவுடையார்கோவில், புதுக்கோட்டை.: [804, 451, 1070, 488]
- booth-agent: க.ராஜசேகரன், களக்குடி, தொண்டி, மானேந்தல், ஆவுடையார்கோவில், புதுக்கோட்டை.: [451, 156, 718, 215]
- role-label: அமைப்பாளர் :: [1090, 1294, 1198, 1310]
- booth-entry: [34, 2093, 366, 2135]
- role-label: அமைப்பாளர் :: [738, 117, 851, 133]
- branch-heading: இரும்புலி கிளை: [845, 1029, 963, 1047]
